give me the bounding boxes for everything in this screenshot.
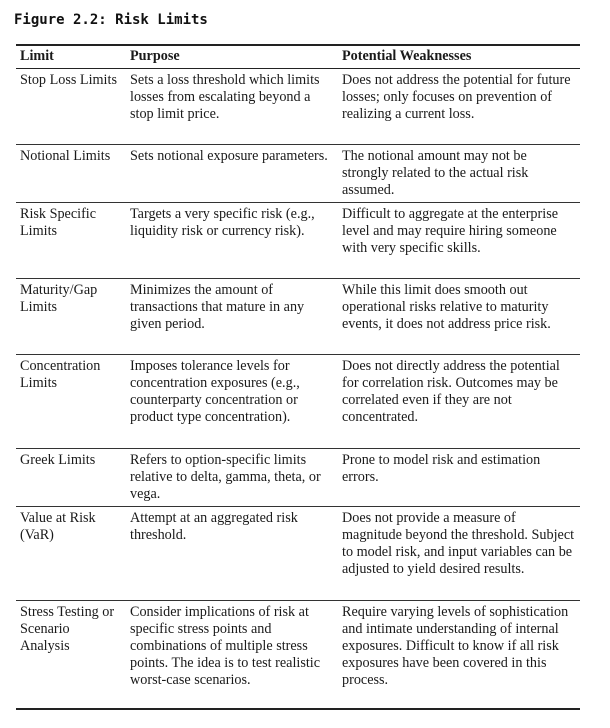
table-row	[16, 145, 580, 203]
cell-weakness: While this limit does smooth out operational risks relative to maturity events, it does not address price risk.	[338, 279, 580, 355]
cell-purpose: Minimizes the amount of transactions that mature in any given period.	[126, 279, 338, 355]
cell-weakness: Difficult to aggregate at the enterprise level and may require hiring someone with very specific skills.	[338, 203, 580, 279]
header-purpose: Purpose	[126, 45, 338, 69]
cell-purpose: Consider implications of risk at specific stress points and combinations of multiple stress points. The idea is to test realistic worst-case scenarios.	[126, 601, 338, 709]
table-row	[16, 279, 580, 355]
table-row	[16, 355, 580, 449]
cell-weakness: Does not directly address the potential for correlation risk. Outcomes may be correlated even if they are not concentrated.	[338, 355, 580, 449]
cell-limit: Value at Risk (VaR)	[16, 507, 126, 601]
cell-purpose: Targets a very specific risk (e.g., liquidity risk or currency risk).	[126, 203, 338, 279]
cell-purpose: Sets a loss threshold which limits losses from escalating beyond a stop limit price.	[126, 69, 338, 145]
cell-purpose: Imposes tolerance levels for concentration exposures (e.g., counterparty concentration or product type concentration).	[126, 355, 338, 449]
cell-weakness: Does not address the potential for future losses; only focuses on prevention of realizing a current loss.	[338, 69, 580, 145]
header-potential-weaknesses: Potential Weaknesses	[338, 45, 580, 69]
table-row	[16, 69, 580, 145]
table-row	[16, 203, 580, 279]
figure-title: Figure 2.2: Risk Limits	[14, 12, 208, 28]
table-row	[16, 601, 580, 709]
cell-limit: Stress Testing or Scenario Analysis	[16, 601, 126, 709]
cell-limit: Stop Loss Limits	[16, 69, 126, 145]
table-row	[16, 507, 580, 601]
cell-purpose: Refers to option-specific limits relative to delta, gamma, theta, or vega.	[126, 449, 338, 507]
cell-purpose: Attempt at an aggregated risk threshold.	[126, 507, 338, 601]
cell-weakness: Prone to model risk and estimation errors.	[338, 449, 580, 507]
risk-limits-table-container	[16, 44, 580, 710]
cell-weakness: Require varying levels of sophistication and intimate understanding of internal exposures. Difficult to know if all risk exposures have been covered in this process.	[338, 601, 580, 709]
cell-purpose: Sets notional exposure parameters.	[126, 145, 338, 203]
table-row	[16, 449, 580, 507]
header-limit: Limit	[16, 45, 126, 69]
cell-limit: Concentration Limits	[16, 355, 126, 449]
table-header-row	[16, 45, 580, 69]
cell-weakness: The notional amount may not be strongly related to the actual risk assumed.	[338, 145, 580, 203]
cell-limit: Risk Specific Limits	[16, 203, 126, 279]
cell-weakness: Does not provide a measure of magnitude beyond the threshold. Subject to model risk, and input variables can be adjusted to yield desired results.	[338, 507, 580, 601]
cell-limit: Greek Limits	[16, 449, 126, 507]
cell-limit: Maturity/Gap Limits	[16, 279, 126, 355]
risk-limits-table	[16, 44, 580, 710]
cell-limit: Notional Limits	[16, 145, 126, 203]
